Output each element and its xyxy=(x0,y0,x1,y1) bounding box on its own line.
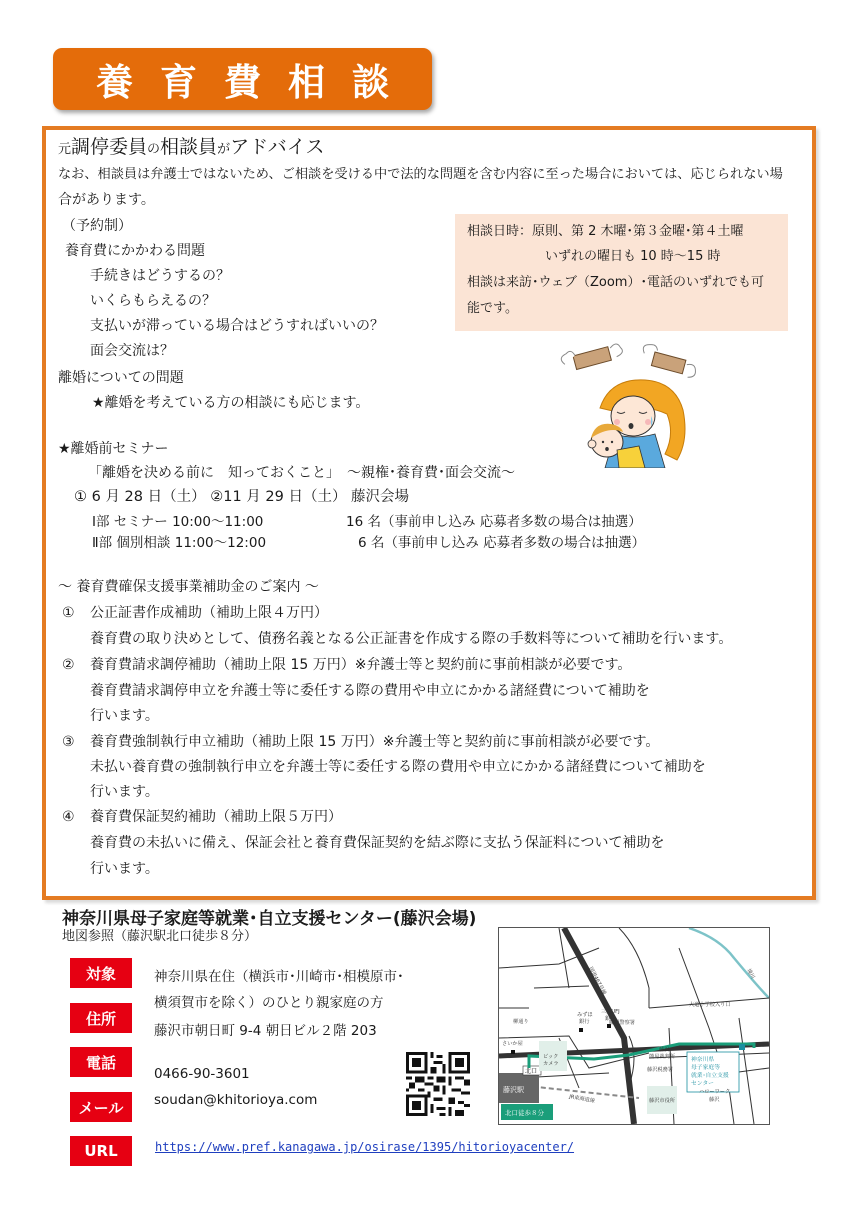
subsidy-title: 養育費強制執行申立補助（補助上限 15 万円）※弁護士等と契約前に事前相談が必要です。 xyxy=(90,734,660,750)
map-label-north-exit: 北口 xyxy=(525,1068,538,1075)
seminar-subtitle: 「離婚を決める前に 知っておくこと」 ～親権･養育費･面会交流～ xyxy=(88,465,515,481)
email-label: メール xyxy=(70,1092,132,1122)
subsidy-desc: 養育費請求調停申立を弁護士等に委任する際の費用や申立にかかる諸経費について補助を xyxy=(90,683,650,699)
map-label-bic: ビック xyxy=(543,1054,559,1060)
website-link[interactable]: https://www.pref.kanagawa.jp/osirase/1395/hitorioyacenter/ xyxy=(155,1140,575,1154)
map-label-station: 藤沢駅 xyxy=(503,1086,524,1094)
question-item: 手続きはどうするの？ xyxy=(90,268,230,284)
reservation-note: （予約制） xyxy=(62,218,132,234)
map-label-route: 国道467号線 xyxy=(587,966,607,997)
map-center-label: 神奈川県 xyxy=(691,1057,715,1063)
subsidy-number: ① xyxy=(62,605,75,621)
map-center-label: 就業･自立支援 xyxy=(691,1073,729,1079)
map-label-tax: 藤沢税務署 xyxy=(647,1067,673,1073)
subsidy-number: ④ xyxy=(62,809,75,825)
question-item: いくらもらえるの？ xyxy=(90,293,216,309)
subsidy-desc: 養育費の取り決めとして、債務名義となる公正証書を作成する際の手数料等について補助を行います。 xyxy=(90,631,733,647)
question-item: 支払いが滞っている場合はどうすればいいの？ xyxy=(90,318,384,334)
seminar-heading: ★離婚前セミナー xyxy=(58,441,169,457)
headline-prefix: 元 xyxy=(58,142,72,157)
map-walk-badge: 北口徒歩８分 xyxy=(505,1109,544,1117)
map-label-bic: カメラ xyxy=(543,1061,559,1067)
intro-note: なお、相談員は弁護士ではないため、ご相談を受ける中で法的な問題を含む内容に至った場合においては、応じられない場 xyxy=(58,167,783,182)
map-center-label: センター xyxy=(691,1081,714,1087)
map-label-bank1: みずほ xyxy=(577,1012,593,1018)
intro-headline xyxy=(58,138,325,159)
divorce-note: ★離婚を考えている方の相談にも応じます。 xyxy=(92,395,370,411)
subsidy-title: 公正証書作成補助（補助上限４万円） xyxy=(90,605,328,621)
schedule-hours: いずれの曜日も 10 時～15 時 xyxy=(545,249,721,264)
map-label-hellowork: 藤沢 xyxy=(709,1097,720,1103)
target-value: 神奈川県在住（横浜市･川崎市･相模原市･ xyxy=(154,969,404,985)
subsidy-heading: ～ 養育費確保支援事業補助金のご案内 ～ xyxy=(58,579,319,595)
target-value-cont: 横須賀市を除く）のひとり親家庭の方 xyxy=(154,995,384,1011)
map-center-label: 母子家庭等 xyxy=(691,1065,720,1071)
headline-word: 調停委員 xyxy=(71,136,148,158)
map-label-rail: JR東海道線 xyxy=(568,1094,596,1105)
seminar-part-2-capacity: 6 名（事前申し込み 応募者多数の場合は抽選） xyxy=(358,535,646,551)
schedule-methods-cont: 能です。 xyxy=(467,301,518,316)
address-value: 藤沢市朝日町 9-4 朝日ビル２階 203 xyxy=(154,1023,377,1039)
subsidy-desc: 未払い養育費の強制執行申立を弁護士等に委任する際の費用や申立にかかる諸経費について補助を xyxy=(90,759,706,775)
email-value[interactable]: soudan@khitorioya.com xyxy=(154,1092,318,1108)
map-label-store: さいか屋 xyxy=(502,1041,523,1047)
map-label-bank2: 銀行 xyxy=(605,1016,616,1022)
topic-child-support: 養育費にかかわる問題 xyxy=(65,243,205,259)
subsidy-desc: 養育費の未払いに備え、保証会社と養育費保証契約を結ぶ際に支払う保証料について補助を xyxy=(90,835,665,851)
seminar-dates: ① 6 月 28 日（土） ②11 月 29 日（土） 藤沢会場 xyxy=(74,489,410,505)
subsidy-desc: 行います。 xyxy=(90,784,159,800)
map-label-city-office: 藤沢市役所 xyxy=(649,1098,675,1104)
map-label-hellowork: ハローワーク xyxy=(699,1089,731,1095)
map-label-court: 藤沢 xyxy=(659,1047,670,1053)
schedule-methods: 相談は来訪･ウェブ（Zoom）･電話のいずれでも可 xyxy=(467,275,764,290)
headline-particle: の xyxy=(147,142,161,157)
subsidy-title: 養育費請求調停補助（補助上限 15 万円）※弁護士等と契約前に事前相談が必要です。 xyxy=(90,657,632,673)
page-title: 養育費相談 xyxy=(96,61,416,104)
headline-particle: が xyxy=(217,142,231,157)
headline-word: アドバイス xyxy=(230,136,325,158)
subsidy-title: 養育費保証契約補助（補助上限５万円） xyxy=(90,809,342,825)
address-label: 住所 xyxy=(70,1003,132,1033)
location-map[interactable] xyxy=(498,927,770,1125)
topic-divorce: 離婚についての問題 xyxy=(58,370,184,386)
phone-value[interactable]: 0466-90-3601 xyxy=(154,1066,250,1082)
schedule-box xyxy=(455,214,788,331)
subsidy-desc: 行います。 xyxy=(90,861,159,877)
map-label-court: 簡易裁判所 xyxy=(649,1054,675,1060)
qr-code[interactable] xyxy=(406,1052,470,1116)
seminar-part-1-label: Ⅰ部 セミナー 10:00～11:00 xyxy=(92,514,264,530)
subsidy-number: ③ xyxy=(62,734,75,750)
phone-label: 電話 xyxy=(70,1047,132,1077)
map-label-school: 大道小学校入り口 xyxy=(689,1002,731,1008)
map-label-bank2: 三菱UFJ xyxy=(601,1009,620,1015)
subsidy-desc: 行います。 xyxy=(90,708,159,724)
headline-word: 相談員 xyxy=(160,136,218,158)
seminar-part-1-capacity: 16 名（事前申し込み 応募者多数の場合は抽選） xyxy=(346,514,642,530)
map-label-bank1: 銀行 xyxy=(579,1019,590,1025)
intro-note-cont: 合があります。 xyxy=(58,192,155,208)
url-label: URL xyxy=(70,1136,132,1166)
subsidy-number: ② xyxy=(62,657,75,673)
mother-baby-illustration xyxy=(545,338,715,468)
target-label: 対象 xyxy=(70,958,132,988)
center-name: 神奈川県母子家庭等就業･自立支援センター(藤沢会場) xyxy=(62,909,477,929)
title-banner xyxy=(53,48,432,110)
map-label-street: 柳通り xyxy=(513,1019,529,1025)
map-label-river: 境川 xyxy=(745,968,756,980)
question-item: 面会交流は？ xyxy=(90,343,174,359)
seminar-part-2-label: Ⅱ部 個別相談 11:00～12:00 xyxy=(92,535,267,551)
schedule-days: 相談日時：原則、第 2 木曜･第３金曜･第４土曜 xyxy=(467,224,744,239)
map-reference: 地図参照（藤沢駅北口徒歩８分） xyxy=(62,929,258,944)
map-label-signal: 藤沢警察署 xyxy=(609,1020,635,1026)
